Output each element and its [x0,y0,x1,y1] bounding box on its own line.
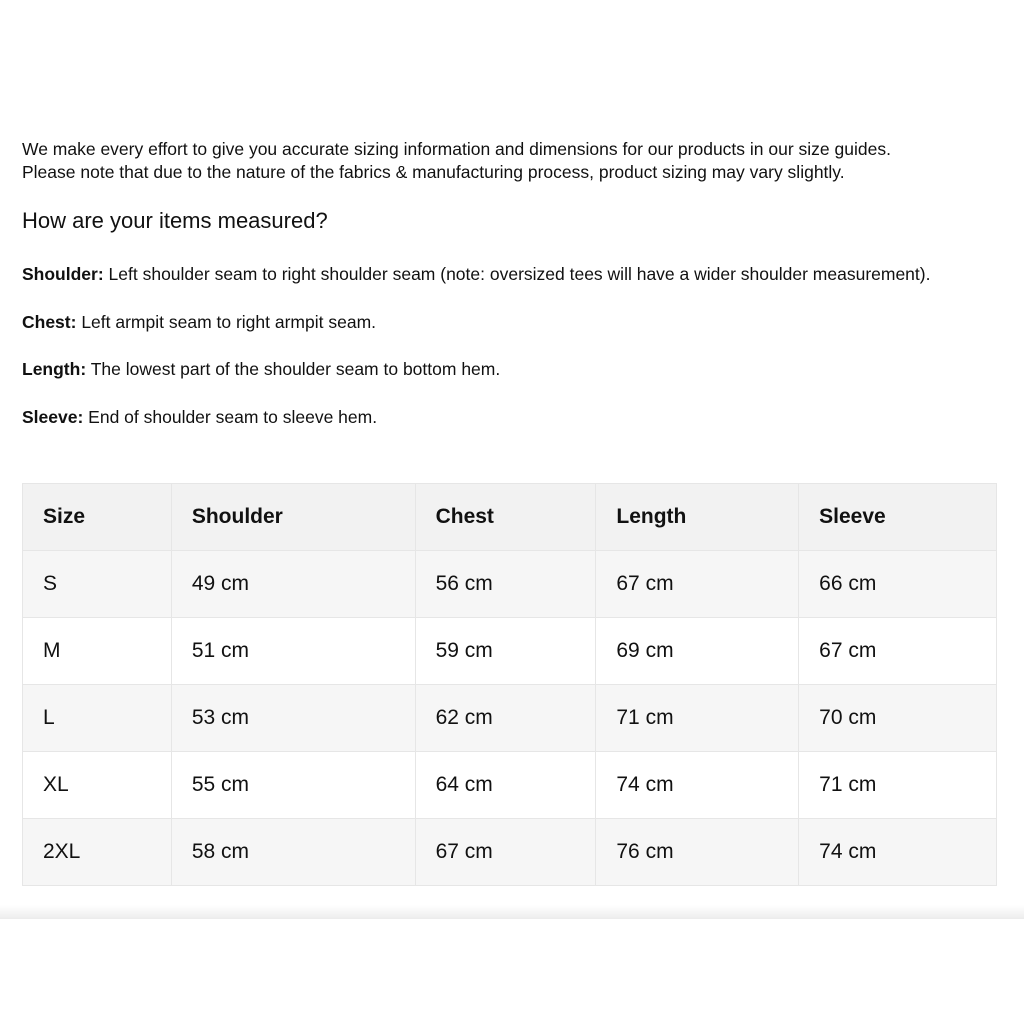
cell-shoulder: 53 cm [171,685,415,752]
cell-chest: 64 cm [415,752,596,819]
cell-length: 67 cm [596,551,799,618]
cell-sleeve: 74 cm [799,819,997,886]
cell-shoulder: 55 cm [171,752,415,819]
table-row [23,819,997,886]
length-description [22,358,997,382]
size-guide-content [22,138,997,429]
cell-sleeve: 67 cm [799,618,997,685]
table-row [23,618,997,685]
intro-paragraph [22,138,997,184]
cell-chest: 62 cm [415,685,596,752]
size-chart-table [22,483,997,886]
cell-sleeve: 71 cm [799,752,997,819]
sleeve-text: End of shoulder seam to sleeve hem. [83,406,378,427]
length-text: The lowest part of the shoulder seam to bottom hem. [86,359,501,379]
header-sleeve: Sleeve [799,484,997,551]
cell-chest: 56 cm [415,551,596,618]
cell-length: 74 cm [596,752,799,819]
page-bottom-shadow [0,905,1024,919]
header-shoulder: Shoulder [171,484,415,551]
cell-length: 71 cm [596,685,799,752]
shoulder-description [22,263,997,287]
shoulder-label: Shoulder: [22,264,104,284]
cell-shoulder: 51 cm [171,618,415,685]
cell-sleeve: 66 cm [799,551,997,618]
header-size: Size [23,484,172,551]
sleeve-label: Sleeve: [22,406,84,427]
cell-sleeve: 70 cm [799,685,997,752]
cell-size: 2XL [23,819,172,886]
shoulder-text: Left shoulder seam to right shoulder seam (note: oversized tees will have a wider shoulder measurement). [103,264,931,284]
table-row [23,685,997,752]
table-header-row [23,484,997,551]
header-chest: Chest [415,484,596,551]
cell-shoulder: 49 cm [171,551,415,618]
cell-size: L [23,685,172,752]
chest-text: Left armpit seam to right armpit seam. [76,311,377,332]
table-row [23,752,997,819]
cell-chest: 67 cm [415,819,596,886]
cell-size: XL [23,752,172,819]
header-length: Length [596,484,799,551]
table-row [23,551,997,618]
cell-chest: 59 cm [415,618,596,685]
cell-length: 69 cm [596,618,799,685]
chest-label: Chest: [22,311,77,332]
intro-line: We make every effort to give you accurate sizing information and dimensions for our products in our size guides. [22,139,891,159]
sleeve-description [22,406,997,430]
cell-size: M [23,618,172,685]
cell-shoulder: 58 cm [171,819,415,886]
measurement-heading: How are your items measured? [22,208,328,233]
intro-line: Please note that due to the nature of the fabrics & manufacturing process, product sizing may vary slightly. [22,162,845,182]
cell-length: 76 cm [596,819,799,886]
length-label: Length: [22,359,87,379]
cell-size: S [23,551,172,618]
chest-description [22,311,997,335]
